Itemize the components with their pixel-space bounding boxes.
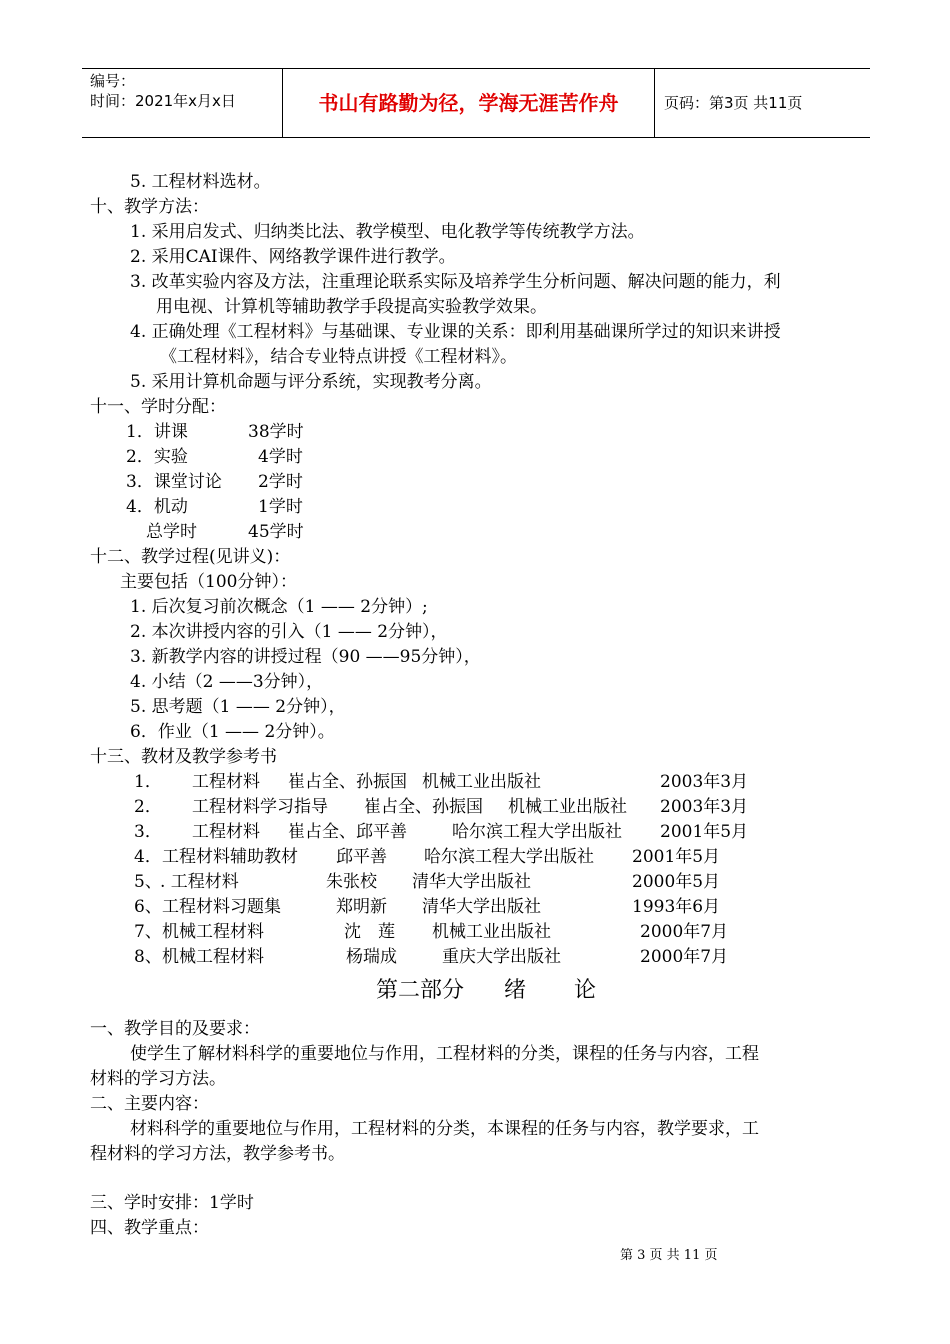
text-line: 1. 后次复习前次概念（1 —— 2分钟）; [130,597,428,617]
code-label: 编号： [90,72,136,90]
book-date: 2000年7月 [640,947,729,967]
book-date: 2001年5月 [660,822,749,842]
book-date: 2001年5月 [632,847,721,867]
text-line: 5. 工程材料选材。 [130,172,271,192]
book-title: 工程材料辅助教材 [162,847,298,867]
text-line: 2. 本次讲授内容的引入（1 —— 2分钟）， [130,622,448,642]
hours-item: 1．讲课 [126,422,188,442]
header-page-number: 页码：第3页 共11页 [664,94,803,112]
hours-value: 4学时 [258,447,303,467]
text-line: 材料的学习方法。 [90,1069,226,1089]
section-heading: 一、教学目的及要求： [90,1019,260,1039]
book-author: 沈 莲 [344,922,395,942]
text-line: 1. 采用启发式、归纳类比法、教学模型、电化教学等传统教学方法。 [130,222,645,242]
date-label: 时间：2021年x月x日 [90,92,236,110]
book-author: 崔占全、孙振国 [364,797,483,817]
header-divider [654,69,655,137]
book-title: 机械工程材料 [162,947,264,967]
text-line: 程材料的学习方法，教学参考书。 [90,1144,345,1164]
book-title: 工程材料习题集 [162,897,281,917]
book-no: 7、 [134,922,162,942]
book-publisher: 机械工业出版社 [432,922,551,942]
book-author: 杨瑞成 [346,947,397,967]
book-publisher: 重庆大学出版社 [442,947,561,967]
book-author: 邱平善 [336,847,387,867]
book-no: 6、 [134,897,162,917]
book-author: 朱张校 [326,872,377,892]
book-publisher: 哈尔滨工程大学出版社 [452,822,622,842]
text-line: 4. 正确处理《工程材料》与基础课、专业课的关系：即利用基础课所学过的知识来讲授 [130,322,781,342]
hours-item: 3．课堂讨论 [126,472,222,492]
section-heading: 十、教学方法： [90,197,209,217]
book-no: 8、 [134,947,162,967]
hours-item: 总学时 [146,522,197,542]
section-heading: 十一、学时分配： [90,397,226,417]
section-heading: 十三、教材及教学参考书 [90,747,277,767]
text-line: 5. 采用计算机命题与评分系统，实现教考分离。 [130,372,492,392]
text-line: 6．作业（1 —— 2分钟）。 [130,722,335,742]
book-publisher: 机械工业出版社 [422,772,541,792]
book-title: 工程材料学习指导 [192,797,328,817]
book-date: 2003年3月 [660,772,749,792]
text-line: 主要包括（100分钟）： [120,572,297,592]
book-title: 工程材料 [192,772,260,792]
book-date: 1993年6月 [632,897,721,917]
hours-value: 38学时 [248,422,304,442]
book-publisher: 清华大学出版社 [412,872,531,892]
text-line: 3. 新教学内容的讲授过程（90 ——95分钟）， [130,647,481,667]
page-header [82,68,870,138]
book-author: 崔占全、邱平善 [288,822,407,842]
text-line: 3. 改革实验内容及方法，注重理论联系实际及培养学生分析问题、解决问题的能力，利 [130,272,781,292]
book-no: 5、 [134,872,162,892]
part-title-c: 论 [574,978,597,1003]
text-line: 使学生了解材料科学的重要地位与作用，工程材料的分类，课程的任务与内容，工程 [130,1044,759,1064]
part-title-a: 第二部分 [376,978,465,1003]
part-title [376,978,596,1004]
hours-item: 4．机动 [126,497,188,517]
book-no: 3． [134,822,162,842]
book-title: 机械工程材料 [162,922,264,942]
book-publisher: 哈尔滨工程大学出版社 [424,847,594,867]
book-no: 1． [134,772,162,792]
hours-value: 2学时 [258,472,303,492]
book-publisher: 机械工业出版社 [508,797,627,817]
section-heading: 二、主要内容： [90,1094,209,1114]
text-line: 用电视、计算机等辅助教学手段提高实验教学效果。 [156,297,547,317]
book-publisher: 清华大学出版社 [422,897,541,917]
book-author: 郑明新 [336,897,387,917]
book-no: 2． [134,797,162,817]
hours-item: 2．实验 [126,447,188,467]
section-heading: 十二、教学过程(见讲义)： [90,547,291,567]
book-date: 2003年3月 [660,797,749,817]
section-heading: 三、学时安排：1学时 [90,1193,254,1213]
section-heading: 四、教学重点： [90,1218,209,1238]
text-line: 《工程材料》，结合专业特点讲授《工程材料》。 [160,347,517,367]
header-meta [90,71,236,111]
book-author: 崔占全、孙振国 [288,772,407,792]
hours-value: 1学时 [258,497,303,517]
part-title-b: 绪 [504,978,527,1003]
text-line: 2. 采用CAI课件、网络教学课件进行教学。 [130,247,456,267]
book-date: 2000年5月 [632,872,721,892]
text-line: 材料科学的重要地位与作用，工程材料的分类，本课程的任务与内容，教学要求，工 [130,1119,759,1139]
page-footer: 第 3 页 共 11 页 [620,1248,718,1263]
book-date: 2000年7月 [640,922,729,942]
book-title: . 工程材料 [160,872,239,892]
book-title: 工程材料 [192,822,260,842]
header-motto: 书山有路勤为径，学海无涯苦作舟 [318,91,619,115]
text-line: 4. 小结（2 ——3分钟）， [130,672,324,692]
hours-value: 45学时 [248,522,304,542]
book-no: 4． [134,847,162,867]
text-line: 5. 思考题（1 —— 2分钟）， [130,697,346,717]
